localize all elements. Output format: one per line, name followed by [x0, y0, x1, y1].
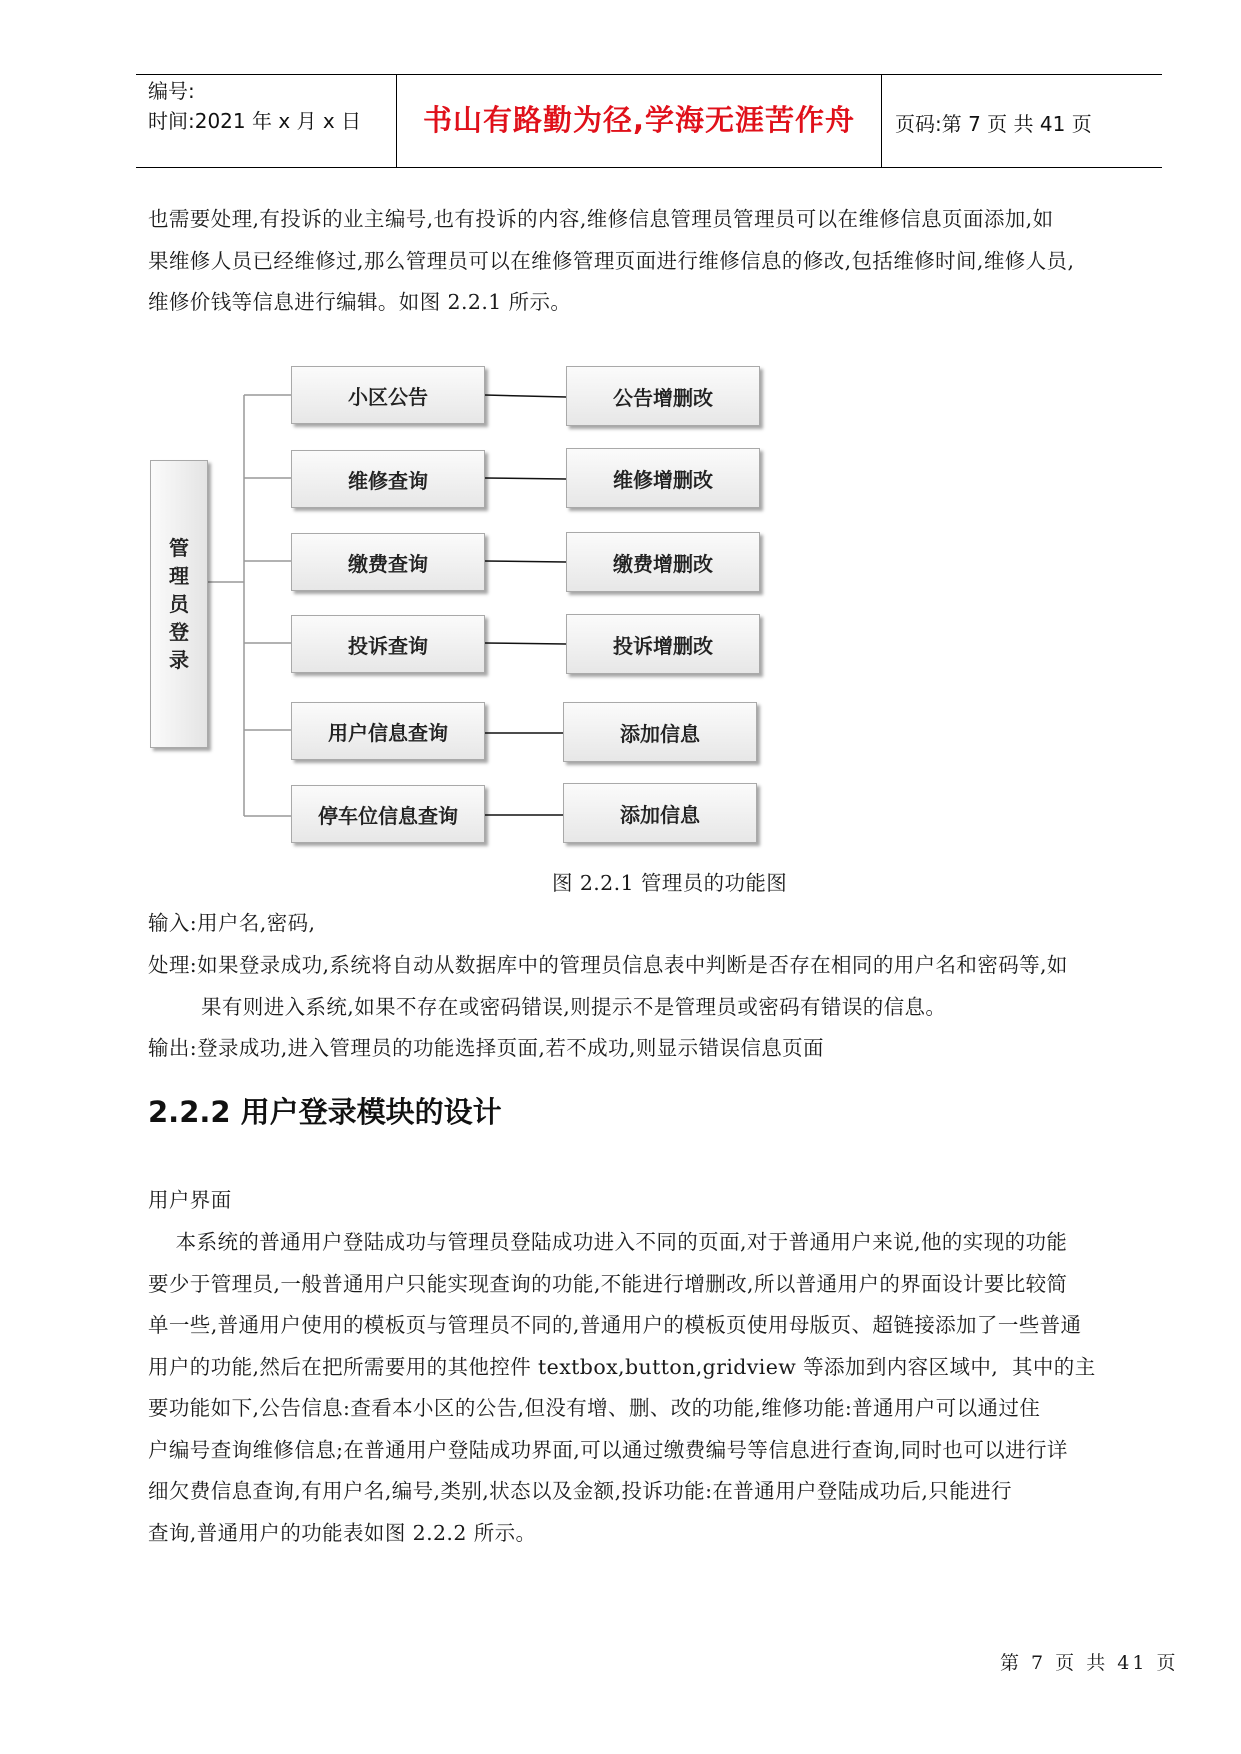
footer-page-number: 第 7 页 共 41 页 — [1000, 1652, 1179, 1674]
node-repair-query: 维修查询 — [291, 450, 485, 508]
node-parking-info-query: 停车位信息查询 — [291, 785, 485, 843]
header-page-number: 页码:第 7 页 共 41 页 — [895, 112, 1092, 136]
io-process-line-1: 处理:如果登录成功,系统将自动从数据库中的管理员信息表中判断是否存在相同的用户名和密码等,如 — [148, 953, 1068, 977]
node-complaint-crud: 投诉增删改 — [566, 614, 760, 674]
admin-login-label: 管理员登录 — [169, 536, 189, 672]
diagram-caption: 图 2.2.1 管理员的功能图 — [552, 871, 788, 895]
section-line-3: 单一些,普通用户使用的模板页与管理员不同的,普通用户的模板页使用母版页、超链接添加了一些普通 — [148, 1313, 1082, 1337]
node-add-info-1: 添加信息 — [563, 702, 757, 762]
admin-login-box — [150, 460, 208, 748]
node-fee-crud: 缴费增删改 — [566, 532, 760, 592]
section-title: 2.2.2 用户登录模块的设计 — [148, 1095, 502, 1129]
intro-line-2: 果维修人员已经维修过,那么管理员可以在维修管理页面进行维修信息的修改,包括维修时间,维修人员, — [148, 249, 1075, 273]
section-subheading: 用户界面 — [148, 1188, 232, 1212]
section-line-5: 要功能如下,公告信息:查看本小区的公告,但没有增、删、改的功能,维修功能:普通用户可以通过住 — [148, 1396, 1041, 1420]
section-line-8: 查询,普通用户的功能表如图 2.2.2 所示。 — [148, 1521, 537, 1545]
section-line-7: 细欠费信息查询,有用户名,编号,类别,状态以及金额,投诉功能:在普通用户登陆成功后,只能进行 — [148, 1479, 1012, 1503]
node-repair-crud: 维修增删改 — [566, 448, 760, 508]
section-line-6: 户编号查询维修信息;在普通用户登陆成功界面,可以通过缴费编号等信息进行查询,同时也可以进行详 — [148, 1438, 1068, 1462]
node-complaint-query: 投诉查询 — [291, 615, 485, 673]
node-add-info-2: 添加信息 — [563, 783, 757, 843]
section-line-1: 本系统的普通用户登陆成功与管理员登陆成功进入不同的页面,对于普通用户来说,他的实现的功能 — [148, 1230, 1068, 1254]
io-input: 输入:用户名,密码, — [148, 911, 316, 935]
document-number-label: 编号: — [148, 79, 195, 103]
section-line-2: 要少于管理员,一般普通用户只能实现查询的功能,不能进行增删改,所以普通用户的界面设计要比较简 — [148, 1272, 1068, 1296]
node-fee-query: 缴费查询 — [291, 533, 485, 591]
io-output: 输出:登录成功,进入管理员的功能选择页面,若不成功,则显示错误信息页面 — [148, 1036, 824, 1060]
node-community-notice: 小区公告 — [291, 366, 485, 424]
header-motto: 书山有路勤为径,学海无涯苦作舟 — [422, 103, 856, 137]
node-notice-crud: 公告增删改 — [566, 366, 760, 426]
intro-line-3: 维修价钱等信息进行编辑。如图 2.2.1 所示。 — [148, 290, 572, 314]
document-time-label: 时间:2021 年 x 月 x 日 — [148, 109, 362, 133]
section-line-4: 用户的功能,然后在把所需要用的其他控件 textbox,button,gridview 等添加到内容区域中, 其中的主 — [148, 1355, 1096, 1379]
intro-line-1: 也需要处理,有投诉的业主编号,也有投诉的内容,维修信息管理员管理员可以在维修信息页面添加,如 — [148, 207, 1054, 231]
node-user-info-query: 用户信息查询 — [291, 702, 485, 760]
io-process-line-2: 果有则进入系统,如果不存在或密码错误,则提示不是管理员或密码有错误的信息。 — [201, 995, 947, 1019]
